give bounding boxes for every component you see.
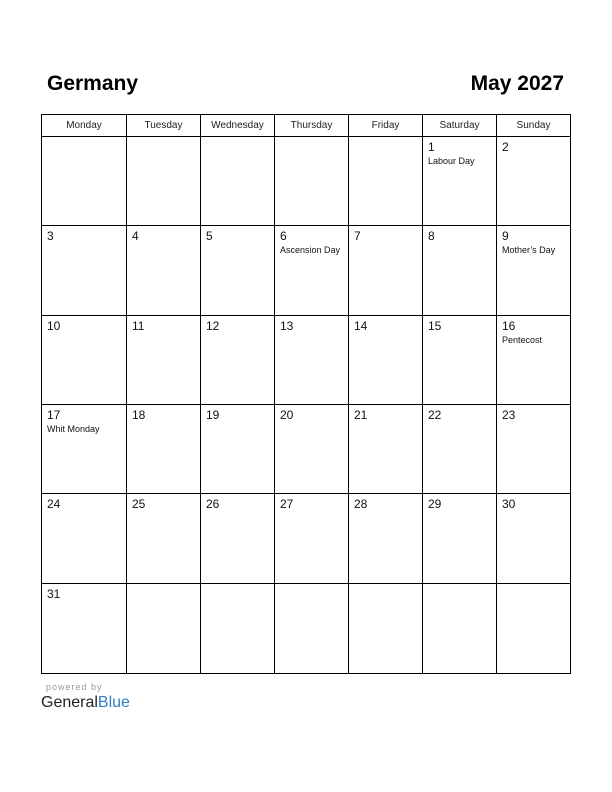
country-title: Germany — [47, 72, 139, 95]
brand-logo[interactable] — [41, 693, 130, 713]
day-cell[interactable] — [349, 226, 423, 315]
weekday-thursday: Thursday — [275, 115, 349, 137]
day-number: 31 — [47, 586, 61, 601]
day-cell[interactable] — [423, 494, 497, 583]
day-cell[interactable] — [497, 137, 570, 226]
day-number: 27 — [280, 497, 294, 512]
weeks-grid — [42, 137, 570, 673]
day-cell[interactable] — [201, 584, 275, 673]
day-number: 20 — [280, 407, 294, 422]
day-cell[interactable] — [42, 405, 127, 494]
day-cell[interactable] — [423, 137, 497, 226]
day-number: 26 — [206, 497, 220, 512]
day-number: 23 — [502, 407, 516, 422]
day-cell[interactable] — [42, 316, 127, 405]
powered-by-text: powered by — [46, 682, 103, 692]
day-number: 22 — [428, 407, 442, 422]
day-cell[interactable] — [127, 494, 201, 583]
day-number: 5 — [206, 229, 213, 244]
day-event: Ascension Day — [280, 245, 341, 256]
day-cell[interactable] — [349, 584, 423, 673]
day-cell[interactable] — [423, 316, 497, 405]
day-number: 7 — [354, 229, 361, 244]
weekday-wednesday: Wednesday — [201, 115, 275, 137]
day-cell[interactable] — [42, 494, 127, 583]
day-cell[interactable] — [42, 584, 127, 673]
day-cell[interactable] — [349, 137, 423, 226]
day-number: 29 — [428, 497, 442, 512]
day-number: 19 — [206, 407, 220, 422]
day-cell[interactable] — [127, 226, 201, 315]
day-number: 4 — [132, 229, 139, 244]
day-number: 12 — [206, 318, 220, 333]
calendar-grid — [41, 114, 571, 674]
day-number: 24 — [47, 497, 61, 512]
day-cell[interactable] — [275, 584, 349, 673]
brand-general-text: General — [41, 694, 98, 711]
day-cell[interactable] — [423, 226, 497, 315]
day-cell[interactable] — [42, 226, 127, 315]
brand-blue-text: Blue — [97, 694, 130, 711]
day-cell[interactable] — [201, 405, 275, 494]
day-cell[interactable] — [201, 226, 275, 315]
weekday-tuesday: Tuesday — [127, 115, 201, 137]
day-number: 2 — [502, 140, 509, 154]
weekday-sunday: Sunday — [516, 120, 551, 131]
day-cell[interactable] — [497, 316, 570, 405]
weekday-saturday: Saturday — [423, 115, 497, 137]
day-event: Labour Day — [428, 156, 475, 166]
day-event: Mother’s Day — [502, 245, 556, 256]
day-cell[interactable] — [127, 316, 201, 405]
day-cell[interactable] — [201, 137, 275, 226]
day-cell[interactable] — [127, 137, 201, 226]
day-cell[interactable] — [349, 494, 423, 583]
day-cell[interactable] — [275, 405, 349, 494]
day-number: 18 — [132, 407, 146, 422]
day-cell[interactable] — [497, 226, 570, 315]
day-number: 9 — [502, 229, 509, 244]
day-cell[interactable] — [275, 226, 349, 315]
day-number: 8 — [428, 229, 435, 244]
day-number: 6 — [280, 229, 287, 244]
day-cell[interactable] — [127, 584, 201, 673]
day-number: 17 — [47, 407, 61, 422]
day-cell[interactable] — [423, 584, 497, 673]
day-event: Pentecost — [502, 334, 543, 345]
month-title: May 2027 — [470, 72, 564, 95]
day-cell[interactable] — [349, 405, 423, 494]
day-event: Whit Monday — [47, 423, 100, 434]
day-cell[interactable] — [497, 405, 570, 494]
day-number: 15 — [428, 318, 442, 333]
day-number: 30 — [502, 497, 516, 512]
day-cell[interactable] — [201, 316, 275, 405]
day-cell[interactable] — [275, 137, 349, 226]
day-number: 1 — [428, 140, 435, 154]
day-cell[interactable] — [275, 316, 349, 405]
day-number: 14 — [354, 318, 368, 333]
day-number: 21 — [354, 407, 368, 422]
weekday-monday: Monday — [42, 115, 127, 137]
day-cell[interactable] — [497, 584, 570, 673]
day-cell[interactable] — [201, 494, 275, 583]
day-number: 25 — [132, 497, 146, 512]
day-number: 11 — [132, 318, 145, 333]
day-number: 10 — [47, 318, 61, 333]
weekday-header-row — [42, 115, 570, 137]
day-number: 16 — [502, 318, 516, 333]
day-cell[interactable] — [349, 316, 423, 405]
day-number: 3 — [47, 229, 54, 244]
day-number: 13 — [280, 318, 294, 333]
day-number: 28 — [354, 497, 368, 512]
day-cell[interactable] — [275, 494, 349, 583]
day-cell[interactable] — [127, 405, 201, 494]
day-cell[interactable] — [423, 405, 497, 494]
day-cell[interactable] — [497, 494, 570, 583]
weekday-friday: Friday — [349, 115, 423, 137]
day-cell[interactable] — [42, 137, 127, 226]
